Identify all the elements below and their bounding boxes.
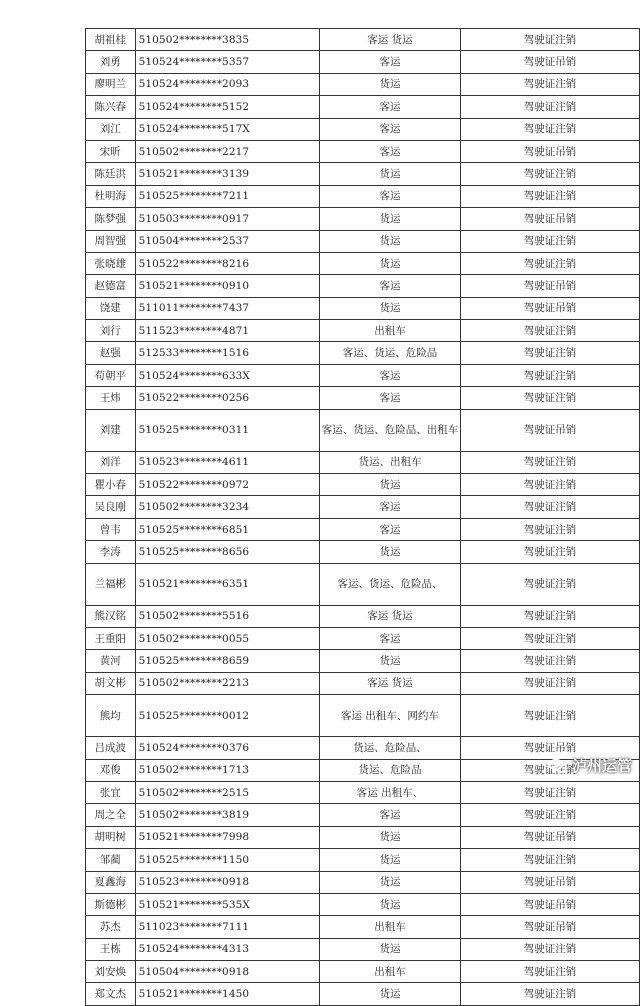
table-row — [86, 451, 640, 473]
cell-id: 510525********8656 — [135, 541, 319, 563]
cell-status: 驾驶证注销 — [461, 650, 640, 672]
cell-name: 曾韦 — [86, 518, 136, 540]
wechat-icon — [549, 758, 567, 774]
cell-type: 客运 出租车、 — [319, 781, 460, 803]
cell-id: 510502********5516 — [135, 605, 319, 627]
cell-status: 驾驶证注销 — [461, 451, 640, 473]
table-row — [86, 140, 640, 162]
table-row — [86, 364, 640, 386]
cell-name: 饶建 — [86, 297, 136, 319]
cell-status: 驾驶证注销 — [461, 73, 640, 95]
cell-id: 510525********7211 — [135, 185, 319, 207]
cell-name: 胡文彬 — [86, 672, 136, 694]
license-table — [85, 28, 640, 1006]
cell-id: 510502********2213 — [135, 672, 319, 694]
cell-type: 货运 — [319, 650, 460, 672]
cell-id: 510525********1150 — [135, 849, 319, 871]
cell-type: 客运 — [319, 118, 460, 140]
cell-id: 511023********7111 — [135, 916, 319, 938]
cell-name: 胡祖桂 — [86, 29, 136, 51]
cell-name: 王栋 — [86, 938, 136, 960]
cell-status: 驾驶证注销 — [461, 252, 640, 274]
cell-id: 510524********5357 — [135, 51, 319, 73]
cell-name: 瞿小春 — [86, 474, 136, 496]
cell-status: 驾驶证注销 — [461, 163, 640, 185]
cell-name: 黄河 — [86, 650, 136, 672]
cell-id: 510525********8659 — [135, 650, 319, 672]
cell-name: 张晓雄 — [86, 252, 136, 274]
table-row — [86, 496, 640, 518]
table-body — [86, 29, 640, 1006]
cell-name: 李涛 — [86, 541, 136, 563]
cell-name: 吴良刚 — [86, 496, 136, 518]
cell-type: 客运 — [319, 496, 460, 518]
cell-type: 客运、货运、危险品、出租车 — [319, 409, 460, 451]
cell-id: 510524********4313 — [135, 938, 319, 960]
cell-name: 胡明树 — [86, 826, 136, 848]
cell-name: 廖明兰 — [86, 73, 136, 95]
table-row — [86, 163, 640, 185]
cell-status: 驾驶证注销 — [461, 364, 640, 386]
cell-type: 出租车 — [319, 320, 460, 342]
cell-status: 驾驶证吊销 — [461, 51, 640, 73]
cell-id: 510524********0376 — [135, 737, 319, 759]
cell-status: 驾驶证注销 — [461, 118, 640, 140]
cell-id: 510523********0918 — [135, 871, 319, 893]
cell-type: 货运 — [319, 871, 460, 893]
cell-id: 510502********0055 — [135, 627, 319, 649]
cell-name: 赵德富 — [86, 275, 136, 297]
cell-status: 驾驶证注销 — [461, 96, 640, 118]
cell-status: 驾驶证注销 — [461, 563, 640, 605]
cell-id: 510521********1450 — [135, 983, 319, 1005]
cell-status: 驾驶证吊销 — [461, 297, 640, 319]
cell-type: 客运 货运 — [319, 29, 460, 51]
cell-status: 驾驶证注销 — [461, 29, 640, 51]
cell-name: 苏杰 — [86, 916, 136, 938]
cell-id: 510503********0917 — [135, 208, 319, 230]
cell-id: 510521********0910 — [135, 275, 319, 297]
cell-status: 驾驶证注销 — [461, 496, 640, 518]
cell-id: 510525********6851 — [135, 518, 319, 540]
cell-status: 驾驶证注销 — [461, 387, 640, 409]
cell-name: 刘江 — [86, 118, 136, 140]
cell-type: 货运 — [319, 297, 460, 319]
watermark-text: 泸州运管 — [571, 757, 632, 775]
cell-id: 510502********2515 — [135, 781, 319, 803]
cell-name: 张宜 — [86, 781, 136, 803]
cell-type: 货运 — [319, 893, 460, 915]
cell-status: 驾驶证吊销 — [461, 409, 640, 451]
cell-type: 货运、出租车 — [319, 451, 460, 473]
table-row — [86, 252, 640, 274]
table-row — [86, 275, 640, 297]
cell-status: 驾驶证注销 — [461, 759, 640, 781]
cell-id: 510502********3819 — [135, 804, 319, 826]
cell-name: 周智强 — [86, 230, 136, 252]
cell-type: 货运 — [319, 230, 460, 252]
cell-status: 驾驶证注销 — [461, 961, 640, 983]
table-row — [86, 983, 640, 1005]
cell-name: 斯德彬 — [86, 893, 136, 915]
cell-name: 苟朝平 — [86, 364, 136, 386]
cell-name: 刘建 — [86, 409, 136, 451]
table-row — [86, 96, 640, 118]
cell-name: 赵强 — [86, 342, 136, 364]
cell-type: 货运 — [319, 474, 460, 496]
cell-type: 客运、货运、危险品 — [319, 342, 460, 364]
cell-type: 货运 — [319, 541, 460, 563]
table-row — [86, 185, 640, 207]
table-row — [86, 297, 640, 319]
cell-status: 驾驶证注销 — [461, 541, 640, 563]
cell-type: 客运 — [319, 518, 460, 540]
cell-type: 客运 出租车、网约车 — [319, 695, 460, 737]
cell-type: 客运 货运 — [319, 672, 460, 694]
cell-status: 驾驶证注销 — [461, 605, 640, 627]
table-row — [86, 342, 640, 364]
cell-name: 熊均 — [86, 695, 136, 737]
cell-status: 驾驶证注销 — [461, 695, 640, 737]
cell-id: 511011********7437 — [135, 297, 319, 319]
cell-status: 驾驶证注销 — [461, 804, 640, 826]
table-row — [86, 51, 640, 73]
table-row — [86, 208, 640, 230]
table-row — [86, 541, 640, 563]
table-row — [86, 938, 640, 960]
cell-name: 邹蔺 — [86, 849, 136, 871]
cell-name: 熊汉铭 — [86, 605, 136, 627]
cell-name: 夏鑫海 — [86, 871, 136, 893]
table-row — [86, 605, 640, 627]
cell-name: 刘勇 — [86, 51, 136, 73]
cell-type: 客运 — [319, 364, 460, 386]
cell-name: 刘安焕 — [86, 961, 136, 983]
cell-status: 驾驶证注销 — [461, 342, 640, 364]
cell-id: 510502********1713 — [135, 759, 319, 781]
cell-name: 郑文杰 — [86, 983, 136, 1005]
cell-id: 510522********0256 — [135, 387, 319, 409]
cell-type: 货运 — [319, 208, 460, 230]
cell-type: 客运 — [319, 140, 460, 162]
cell-status: 驾驶证注销 — [461, 849, 640, 871]
cell-name: 吕成波 — [86, 737, 136, 759]
cell-status: 驾驶证吊销 — [461, 737, 640, 759]
cell-type: 货运、危险品 — [319, 759, 460, 781]
cell-id: 510502********2217 — [135, 140, 319, 162]
cell-type: 出租车 — [319, 961, 460, 983]
table-row — [86, 29, 640, 51]
cell-id: 510504********2537 — [135, 230, 319, 252]
cell-name: 陈兴春 — [86, 96, 136, 118]
cell-id: 510521********535X — [135, 893, 319, 915]
cell-status: 驾驶证吊销 — [461, 826, 640, 848]
cell-id: 510523********4611 — [135, 451, 319, 473]
cell-name: 杜明海 — [86, 185, 136, 207]
table-row — [86, 320, 640, 342]
cell-type: 客运 货运 — [319, 605, 460, 627]
table-row — [86, 518, 640, 540]
cell-status: 驾驶证吊销 — [461, 275, 640, 297]
table-row — [86, 118, 640, 140]
cell-id: 510525********0012 — [135, 695, 319, 737]
table-row — [86, 916, 640, 938]
table-row — [86, 650, 640, 672]
cell-type: 出租车 — [319, 916, 460, 938]
cell-name: 陈梦强 — [86, 208, 136, 230]
cell-name: 兰福彬 — [86, 563, 136, 605]
cell-type: 客运 — [319, 96, 460, 118]
cell-type: 货运 — [319, 73, 460, 95]
table-row — [86, 826, 640, 848]
cell-status: 驾驶证注销 — [461, 627, 640, 649]
cell-id: 510502********3835 — [135, 29, 319, 51]
cell-id: 510521********3139 — [135, 163, 319, 185]
table-row — [86, 474, 640, 496]
cell-type: 货运、危险品、 — [319, 737, 460, 759]
table-row — [86, 893, 640, 915]
cell-type: 客运 — [319, 185, 460, 207]
cell-status: 驾驶证吊销 — [461, 916, 640, 938]
cell-status: 驾驶证注销 — [461, 474, 640, 496]
cell-status: 驾驶证吊销 — [461, 208, 640, 230]
table-row — [86, 73, 640, 95]
cell-type: 货运 — [319, 983, 460, 1005]
cell-status: 驾驶证吊销 — [461, 871, 640, 893]
cell-type: 客运、货运、危险品、 — [319, 563, 460, 605]
cell-type: 客运 — [319, 51, 460, 73]
cell-id: 510524********517X — [135, 118, 319, 140]
cell-name: 刘行 — [86, 320, 136, 342]
cell-status: 驾驶证注销 — [461, 781, 640, 803]
cell-id: 510521********6351 — [135, 563, 319, 605]
cell-status: 驾驶证注销 — [461, 938, 640, 960]
cell-status: 驾驶证注销 — [461, 672, 640, 694]
cell-id: 510521********7998 — [135, 826, 319, 848]
watermark — [549, 755, 632, 776]
table-row — [86, 961, 640, 983]
cell-id: 510504********0918 — [135, 961, 319, 983]
cell-status: 驾驶证吊销 — [461, 893, 640, 915]
cell-type: 客运 — [319, 804, 460, 826]
cell-status: 驾驶证注销 — [461, 983, 640, 1005]
cell-id: 510522********8216 — [135, 252, 319, 274]
cell-name: 邓俊 — [86, 759, 136, 781]
cell-name: 宋昕 — [86, 140, 136, 162]
cell-name: 陈廷洪 — [86, 163, 136, 185]
table-row — [86, 695, 640, 737]
cell-status: 驾驶证注销 — [461, 230, 640, 252]
cell-type: 客运 — [319, 275, 460, 297]
cell-type: 货运 — [319, 252, 460, 274]
table-row — [86, 563, 640, 605]
cell-status: 驾驶证注销 — [461, 518, 640, 540]
table-row — [86, 409, 640, 451]
table-row — [86, 871, 640, 893]
cell-status: 驾驶证吊销 — [461, 140, 640, 162]
cell-id: 510524********5152 — [135, 96, 319, 118]
cell-id: 510522********0972 — [135, 474, 319, 496]
cell-name: 王炜 — [86, 387, 136, 409]
table-row — [86, 627, 640, 649]
cell-id: 512533********1516 — [135, 342, 319, 364]
cell-type: 客运 — [319, 387, 460, 409]
cell-id: 510525********0311 — [135, 409, 319, 451]
cell-type: 货运 — [319, 849, 460, 871]
cell-name: 王重阳 — [86, 627, 136, 649]
cell-id: 510502********3234 — [135, 496, 319, 518]
table-row — [86, 781, 640, 803]
table-row — [86, 387, 640, 409]
cell-status: 驾驶证注销 — [461, 185, 640, 207]
table-row — [86, 804, 640, 826]
table-row — [86, 672, 640, 694]
cell-type: 货运 — [319, 163, 460, 185]
table-row — [86, 849, 640, 871]
cell-status: 驾驶证注销 — [461, 320, 640, 342]
cell-type: 货运 — [319, 938, 460, 960]
cell-type: 货运 — [319, 826, 460, 848]
cell-name: 刘洋 — [86, 451, 136, 473]
cell-id: 511523********4871 — [135, 320, 319, 342]
table-row — [86, 230, 640, 252]
cell-id: 510524********2093 — [135, 73, 319, 95]
cell-name: 周之全 — [86, 804, 136, 826]
cell-type: 客运 — [319, 627, 460, 649]
cell-id: 510524********633X — [135, 364, 319, 386]
